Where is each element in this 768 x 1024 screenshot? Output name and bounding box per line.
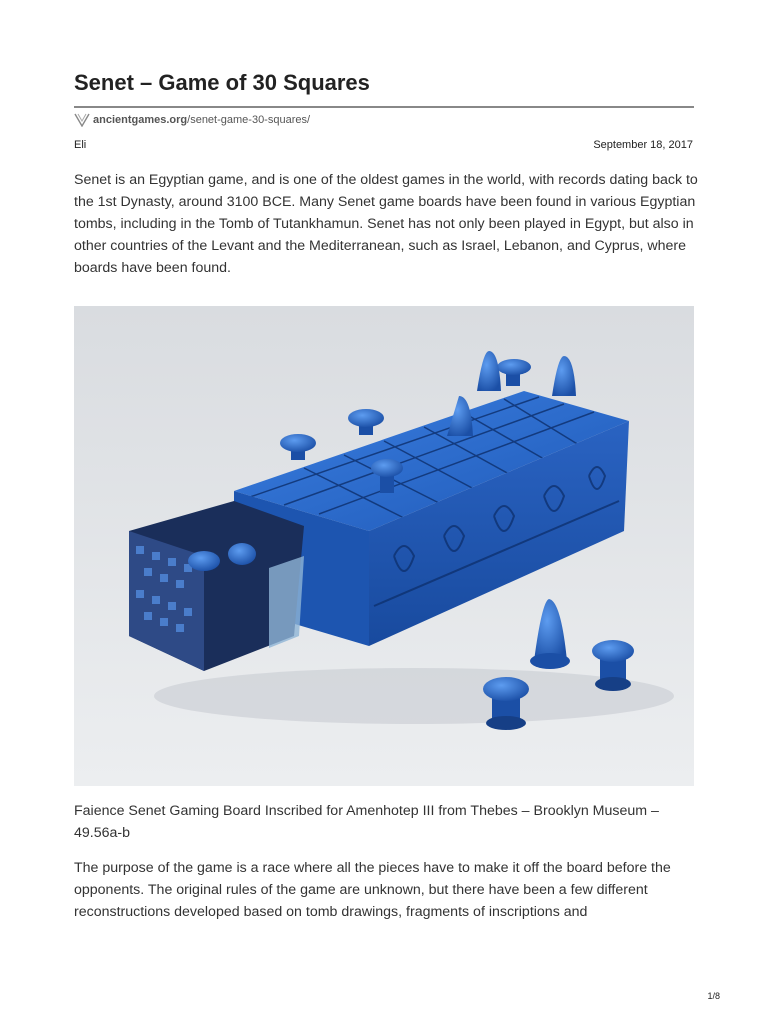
image-caption: Faience Senet Gaming Board Inscribed for Amenhotep III from Thebes – Brooklyn Museum – 49.56a-b — [74, 803, 659, 841]
author: Eli — [74, 139, 87, 151]
publish-date: September 18, 2017 — [593, 139, 693, 151]
source-path[interactable]: /senet-game-30-squares/ — [187, 114, 311, 126]
senet-board-photo — [74, 306, 694, 786]
intro-paragraph: Senet is an Egyptian game, and is one of the oldest games in the world, with records dating back to the 1st Dynasty, around 3100 BCE. Many Senet game boards have been found in various Egyptian tombs, including in the Tomb of Tutankhamun. Senet has not only been played in Egypt, but also in other countries of the Levant and the Mediterranean, such as Israel, Lebanon, and Cyprus, where boards have been found. — [74, 172, 698, 276]
source-line — [74, 113, 310, 127]
title-divider — [74, 106, 694, 108]
body-paragraph: The purpose of the game is a race where all the pieces have to make it off the board before the opponents. The original rules of the game are unknown, but there have been a few different reconstructions developed based on tomb drawings, fragments of inscriptions and — [74, 860, 671, 920]
article-title: Senet – Game of 30 Squares — [74, 70, 370, 95]
site-logo-icon — [74, 113, 90, 127]
source-domain[interactable]: ancientgames.org — [93, 114, 188, 126]
page-number: 1/8 — [707, 991, 720, 1001]
